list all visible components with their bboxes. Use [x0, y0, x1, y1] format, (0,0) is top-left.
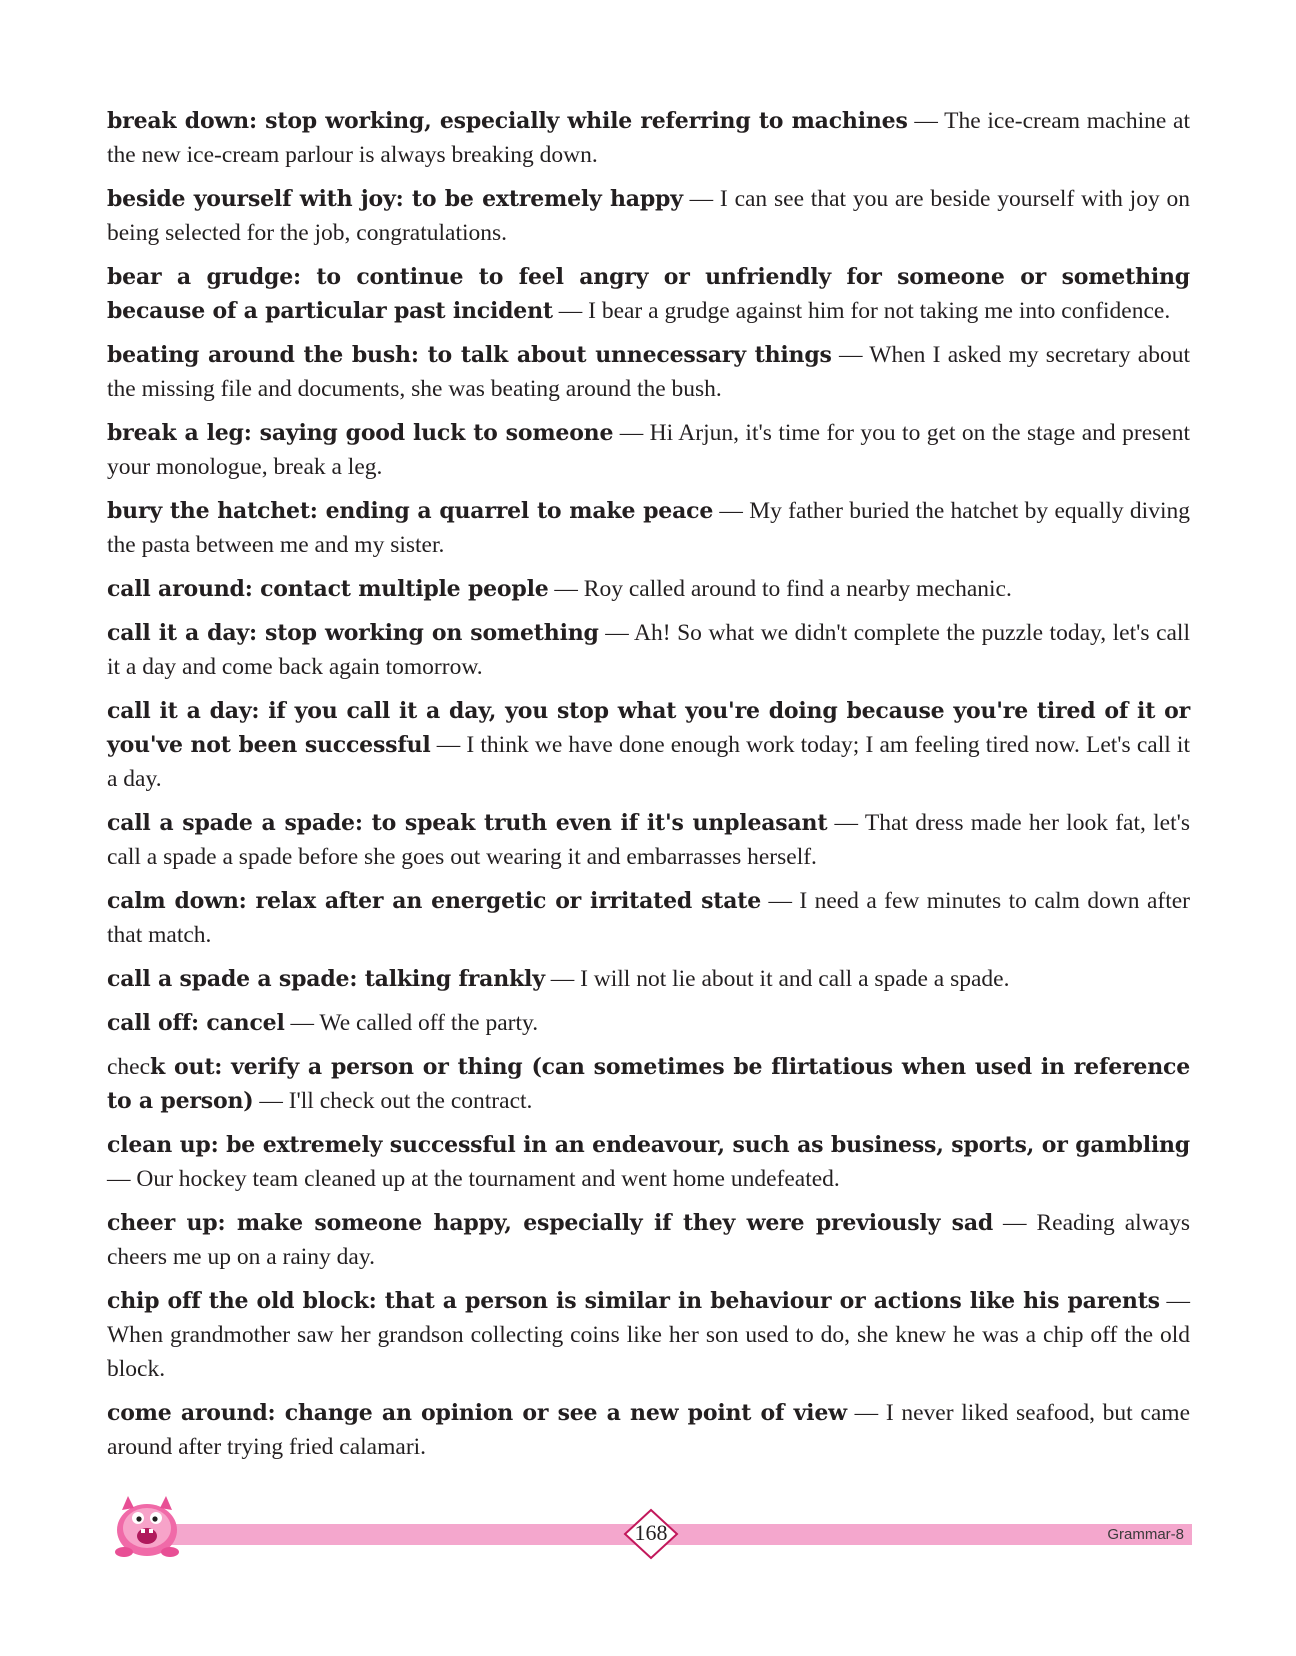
idiom-definition: — Reading always cheers me up on a rainy day.	[107, 1210, 1190, 1270]
monster-mascot-icon	[108, 1492, 186, 1560]
idiom-term: call around: contact multiple people	[107, 576, 549, 602]
idiom-entry	[107, 806, 1190, 874]
idiom-term: beside yourself with joy: to be extremely happy	[107, 186, 683, 212]
idiom-entry	[107, 1396, 1190, 1464]
idiom-term: call a spade a spade: to speak truth even if it's unpleasant	[107, 810, 828, 836]
idiom-term: bury the hatchet: ending a quarrel to make peace	[107, 498, 714, 524]
idiom-entry	[107, 1284, 1190, 1386]
idiom-entry	[107, 182, 1190, 250]
idiom-definition: — That dress made her look fat, let's call a spade a spade before she goes out wearing it and embarrasses herself.	[107, 810, 1191, 870]
idiom-entry	[107, 884, 1190, 952]
idiom-term: call off: cancel	[107, 1010, 285, 1036]
idiom-entry	[107, 616, 1190, 684]
idiom-definition: — I need a few minutes to calm down after that match.	[107, 888, 1190, 948]
idiom-definition: — Our hockey team cleaned up at the tournament and went home undefeated.	[107, 1166, 840, 1192]
idiom-entry	[107, 694, 1190, 796]
idiom-entry	[107, 1006, 1190, 1040]
idiom-entry	[107, 1206, 1190, 1274]
idiom-entry	[107, 1128, 1190, 1196]
idiom-term: break down: stop working, especially while referring to machines	[107, 108, 908, 134]
idiom-term: clean up: be extremely successful in an endeavour, such as business, sports, or gambling	[107, 1132, 1190, 1158]
idiom-entry	[107, 104, 1190, 172]
idiom-definition: — I bear a grudge against him for not taking me into confidence.	[552, 298, 1171, 324]
book-title: Grammar-8	[1107, 1526, 1184, 1543]
idiom-term: beating around the bush: to talk about unnecessary things	[107, 342, 832, 368]
idiom-term: call a spade a spade: talking frankly	[107, 966, 545, 992]
idiom-entry	[107, 416, 1190, 484]
idiom-term: call it a day: stop working on something	[107, 620, 599, 646]
idiom-definition: — Ah! So what we didn't complete the puzzle today, let's call it a day and come back again tomorrow.	[107, 620, 1190, 680]
page-number: 168	[634, 1520, 668, 1545]
idiom-term: k out: verify a person or thing (can sometimes be flirtatious when used in reference to a person)	[107, 1054, 1190, 1114]
idiom-entry	[107, 572, 1190, 606]
idiom-term-prefix: chec	[107, 1054, 151, 1080]
idiom-definition: — I will not lie about it and call a spade a spade.	[544, 966, 1010, 992]
idiom-term: break a leg: saying good luck to someone	[107, 420, 614, 446]
idiom-term: call it a day: if you call it a day, you stop what you're doing because you're tired of it or you've not been successful	[107, 698, 1190, 758]
idiom-definition: — The ice-cream machine at the new ice-cream parlour is always breaking down.	[107, 108, 1190, 168]
idiom-term: come around: change an opinion or see a new point of view	[107, 1400, 847, 1426]
idiom-definition: — We called off the party.	[284, 1010, 539, 1036]
idiom-definition: — Hi Arjun, it's time for you to get on the stage and present your monologue, break a leg.	[107, 420, 1190, 480]
idiom-definition: — My father buried the hatchet by equally diving the pasta between me and my sister.	[107, 498, 1190, 558]
idiom-entry	[107, 494, 1190, 562]
idiom-definition: — When grandmother saw her grandson collecting coins like her son used to do, she knew he was a chip off the old block.	[107, 1288, 1190, 1382]
idiom-term: chip off the old block: that a person is similar in behaviour or actions like his parents	[107, 1288, 1160, 1314]
idiom-entry	[107, 338, 1190, 406]
idiom-definition: — When I asked my secretary about the missing file and documents, she was beating around the bush.	[107, 342, 1190, 402]
idiom-definition: — I'll check out the contract.	[253, 1088, 533, 1114]
idioms-list	[107, 104, 1190, 1474]
idiom-definition: — Roy called around to find a nearby mechanic.	[548, 576, 1012, 602]
idiom-term: bear a grudge: to continue to feel angry or unfriendly for someone or something because of a particular past incident	[107, 264, 1190, 324]
idiom-entry	[107, 962, 1190, 996]
idiom-definition: — I never liked seafood, but came around after trying fried calamari.	[107, 1400, 1190, 1460]
idiom-definition: — I think we have done enough work today; I am feeling tired now. Let's call it a day.	[107, 732, 1190, 792]
idiom-entry	[107, 260, 1190, 328]
idiom-term: cheer up: make someone happy, especially if they were previously sad	[107, 1210, 994, 1236]
idiom-definition: — I can see that you are beside yourself with joy on being selected for the job, congratulations.	[107, 186, 1191, 246]
idiom-entry	[107, 1050, 1190, 1118]
idiom-term: calm down: relax after an energetic or irritated state	[107, 888, 762, 914]
